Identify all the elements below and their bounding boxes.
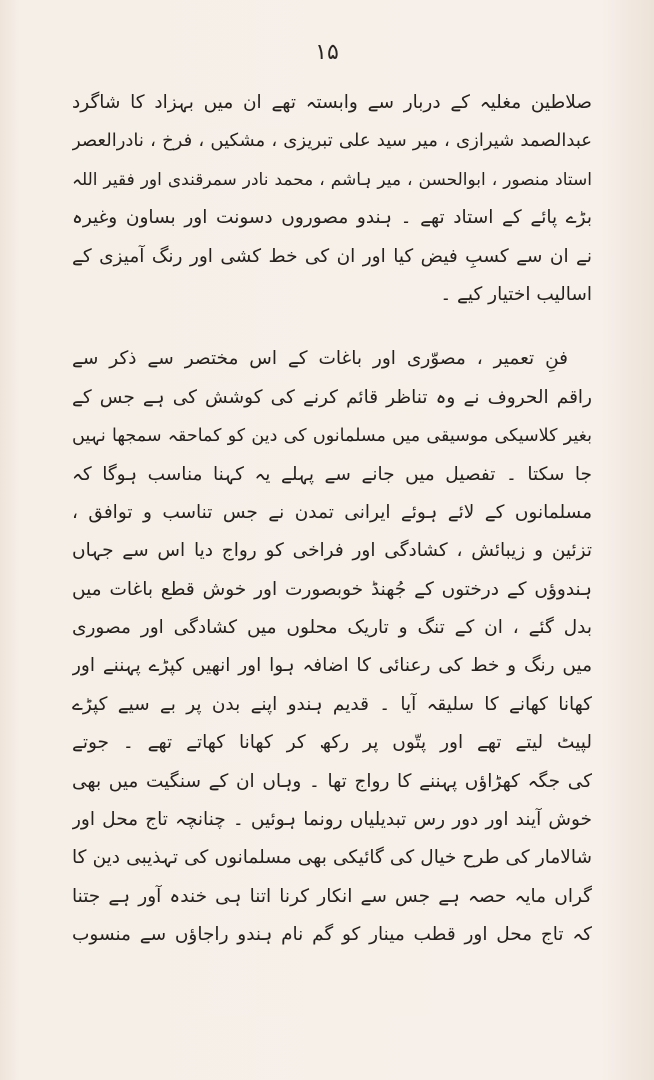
text-line: استاد منصور ، ابوالحسن ، میر ہاشم ، محمد نادر سمرقندی اور فقیر اللہ [72, 169, 592, 190]
text-line: عبدالصمد شیرازی ، میر سید علی تبریزی ، مشکیں ، فرخ ، نادرالعصر [72, 130, 592, 152]
text-line: تزئین و زیبائش ، کشادگی اور فراخی کو رواج دیا اس سے جہاں [72, 540, 592, 562]
text-line: کھانا کھانے کا سلیقہ آیا ۔ قدیم ہندو اپنے بدن پر بے سیے کپڑے [72, 693, 592, 715]
text-line: بڑے پائے کے استاد تھے ۔ ہندو مصوروں دسونت اور بساون وغیرہ [72, 207, 592, 229]
text-line: مسلمانوں کے لائے ہوئے ایرانی تمدن نے جس تناسب و توافق ، [72, 501, 592, 523]
text-line: بدل گئے ، ان کے تنگ و تاریک محلوں میں کشادگی اور مصوری [72, 617, 592, 639]
paragraph-spacer [72, 314, 592, 340]
text-line: بغیر کلاسیکی موسیقی میں مسلمانوں کی دین کو کماحقہ سمجھا نہیں [72, 426, 592, 447]
text-line: فنِ تعمیر ، مصوّری اور باغات کے اس مختصر سے ذکر سے [72, 348, 568, 370]
paragraph-1 [72, 84, 592, 314]
text-line: راقم الحروف نے وہ تناظر قائم کرنے کی کوشش کی ہے جس کے [72, 386, 592, 408]
page-number: ۱۵ [315, 40, 339, 65]
text-line: ہندوؤں کے درختوں کے جُھنڈ خوبصورت اور خوش قطع باغات میں [72, 578, 592, 600]
text-line: گراں مایہ حصہ ہے جس سے انکار کرنا اتنا ہی خندہ آور ہے جتنا [72, 885, 592, 907]
text-line: شالامار کی طرح خیال کی گائیکی بھی مسلمانوں کی تہذیبی دین کا [72, 847, 592, 869]
text-line: خوش آیند اور دور رس تبدیلیاں رونما ہوئیں ۔ چنانچہ تاج محل اور [72, 809, 592, 831]
body-text [72, 84, 592, 955]
paragraph-2 [72, 340, 592, 954]
text-line: نے ان سے کسبِ فیض کیا اور ان کی خط کشی اور رنگ آمیزی کے [72, 245, 592, 267]
text-line: جا سکتا ۔ تفصیل میں جانے سے پہلے یہ کہنا مناسب ہوگا کہ [72, 463, 592, 485]
text-line: اسالیب اختیار کیے ۔ [440, 283, 592, 305]
text-line: لپیٹ لیتے تھے اور پتّوں پر رکھ کر کھانا کھاتے تھے ۔ جوتے [72, 732, 592, 754]
text-line: کہ تاج محل اور قطب مینار کو گم نام ہندو راجاؤں سے منسوب [72, 924, 592, 946]
text-line: کی جگہ کھڑاؤں پہننے کا رواج تھا ۔ وہاں ان کے سنگیت میں بھی [72, 770, 592, 792]
text-line: میں رنگ و خط کی رعنائی کا اضافہ ہوا اور انھیں کپڑے پہننے اور [72, 655, 592, 677]
text-line: صلاطین مغلیہ کے دربار سے وابستہ تھے ان میں بہزاد کا شاگرد [72, 92, 592, 113]
